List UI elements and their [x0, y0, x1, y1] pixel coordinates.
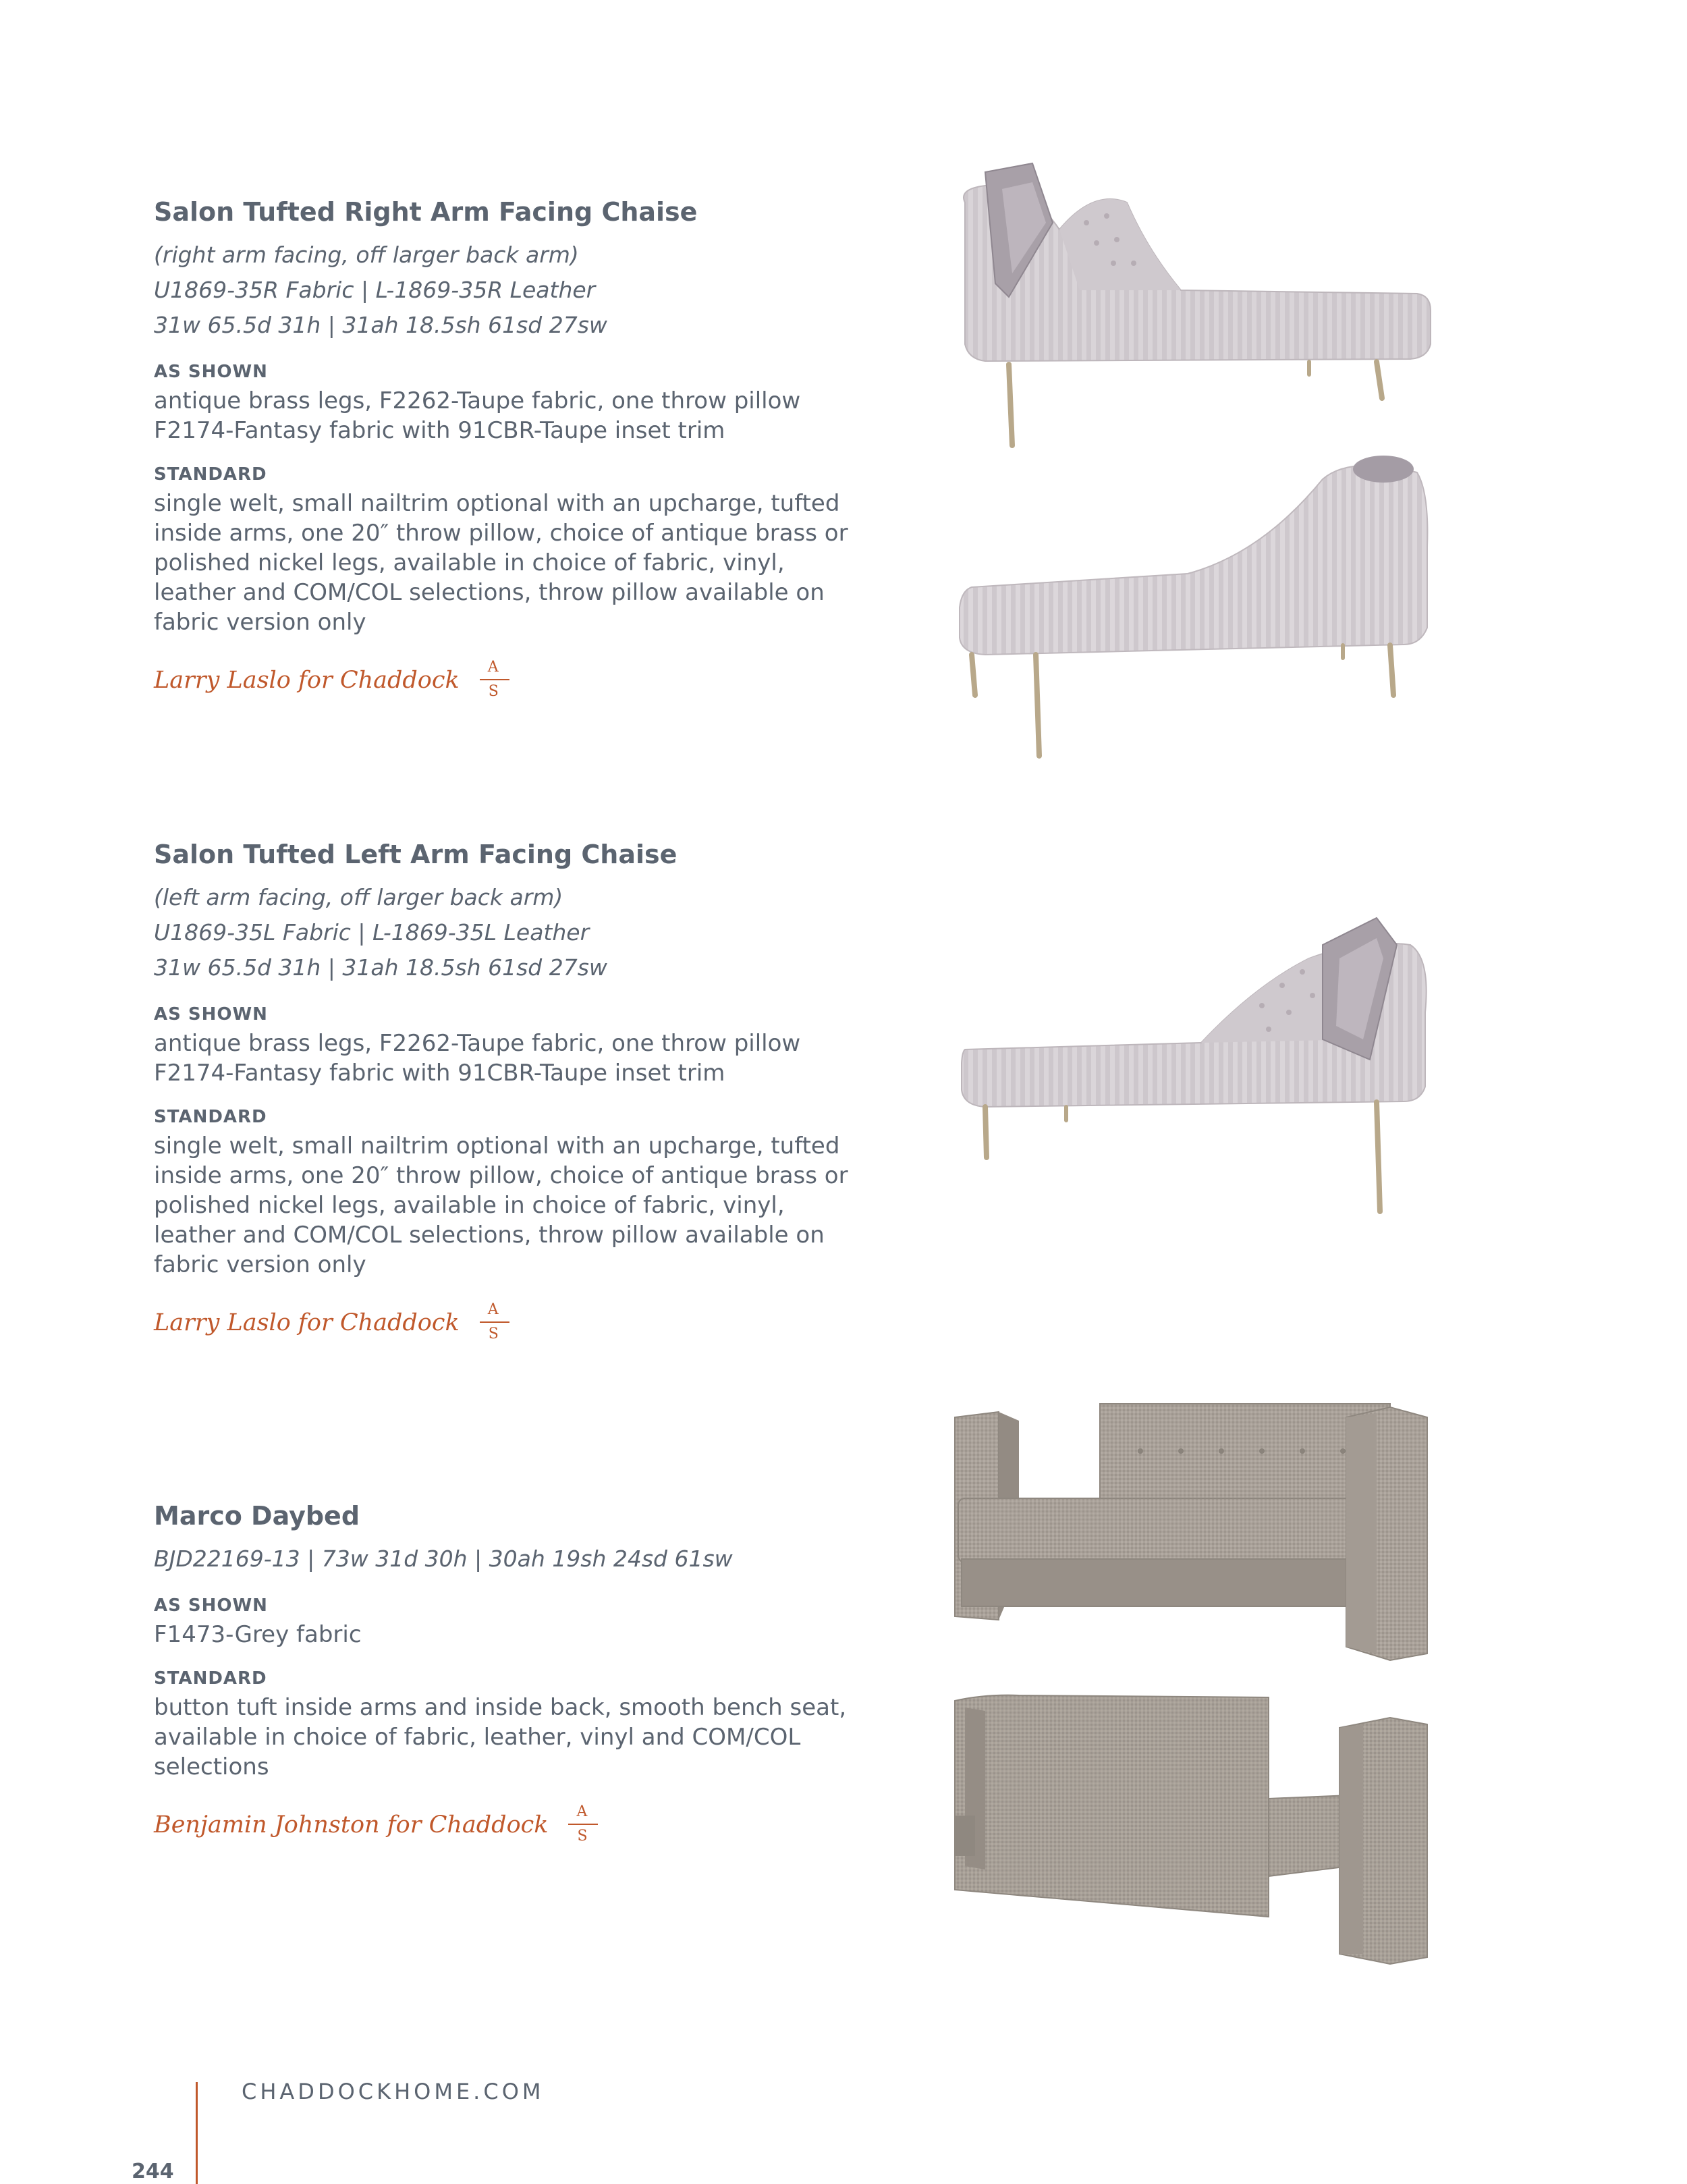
product-dims: 31w 65.5d 31h | 31ah 18.5sh 61sd 27sw — [154, 954, 607, 981]
daybed-back-image — [945, 1687, 1444, 1971]
daybed-front-image — [945, 1397, 1444, 1674]
product-title: Marco Daybed — [154, 1501, 360, 1531]
product-codes: U1869-35L Fabric | L-1869-35L Leather — [154, 919, 590, 946]
footer-url: CHADDOCKHOME.COM — [242, 2079, 545, 2104]
as-shown-label: AS SHOWN — [154, 1004, 268, 1025]
chaise-right-back-image — [945, 452, 1444, 763]
as-mark-top: A — [576, 1803, 588, 1820]
standard-label: STANDARD — [154, 1107, 267, 1127]
as-shown-text: antique brass legs, F2262-Taupe fabric, one throw pillow F2174-Fantasy fabric with 91CBR-Taupe inset trim — [154, 1030, 801, 1087]
as-shown-text: F1473-Grey fabric — [154, 1621, 362, 1648]
designer-credit — [154, 1803, 869, 1847]
as-mark-bottom: S — [488, 683, 499, 700]
as-mark-top: A — [487, 659, 499, 676]
as-mark-top: A — [487, 1301, 499, 1318]
standard-text: button tuft inside arms and inside back, smooth bench seat, available in choice of fabric, leather, vinyl and COM/COL selections — [154, 1694, 847, 1780]
product-title: Salon Tufted Left Arm Facing Chaise — [154, 840, 677, 869]
product-title: Salon Tufted Right Arm Facing Chaise — [154, 197, 698, 227]
standard-text: single welt, small nailtrim optional with an upcharge, tufted inside arms, one 20″ throw pillow, choice of antique brass or polished nickel legs, available in choice of fabric, vinyl, leather and COM/COL selections, throw pillow available on fabric version only — [154, 1132, 848, 1278]
as-mark-bottom: S — [577, 1828, 588, 1845]
designer-name: Larry Laslo for Chaddock — [154, 1309, 460, 1336]
page-number: 244 — [132, 2160, 174, 2183]
as-mark-icon — [480, 659, 509, 702]
designer-name: Larry Laslo for Chaddock — [154, 667, 460, 694]
product-marco-daybed — [154, 1500, 869, 1847]
product-right-chaise — [154, 196, 869, 702]
standard-label: STANDARD — [154, 464, 267, 485]
standard-text: single welt, small nailtrim optional with an upcharge, tufted inside arms, one 20″ throw pillow, choice of antique brass or polished nickel legs, available in choice of fabric, vinyl, leather and COM/COL selections, throw pillow available on fabric version only — [154, 490, 848, 636]
designer-credit — [154, 659, 869, 702]
as-mark-bottom: S — [488, 1326, 499, 1342]
product-codes: U1869-35R Fabric | L-1869-35R Leather — [154, 277, 596, 303]
designer-credit — [154, 1301, 869, 1344]
as-shown-label: AS SHOWN — [154, 362, 268, 382]
chaise-right-front-image — [945, 148, 1444, 466]
product-left-chaise — [154, 838, 869, 1344]
product-dims: 31w 65.5d 31h | 31ah 18.5sh 61sd 27sw — [154, 312, 607, 338]
standard-label: STANDARD — [154, 1668, 267, 1689]
designer-name: Benjamin Johnston for Chaddock — [154, 1811, 549, 1838]
footer-divider — [196, 2082, 198, 2184]
as-mark-icon — [480, 1301, 509, 1344]
product-codes: BJD22169-13 | 73w 31d 30h | 30ah 19sh 24sd 61sw — [154, 1546, 733, 1572]
as-mark-icon — [568, 1803, 598, 1847]
as-shown-label: AS SHOWN — [154, 1595, 268, 1616]
product-subtitle: (right arm facing, off larger back arm) — [154, 242, 579, 268]
chaise-left-image — [945, 904, 1444, 1215]
product-subtitle: (left arm facing, off larger back arm) — [154, 884, 563, 910]
as-shown-text: antique brass legs, F2262-Taupe fabric, one throw pillow F2174-Fantasy fabric with 91CBR-Taupe inset trim — [154, 387, 801, 444]
